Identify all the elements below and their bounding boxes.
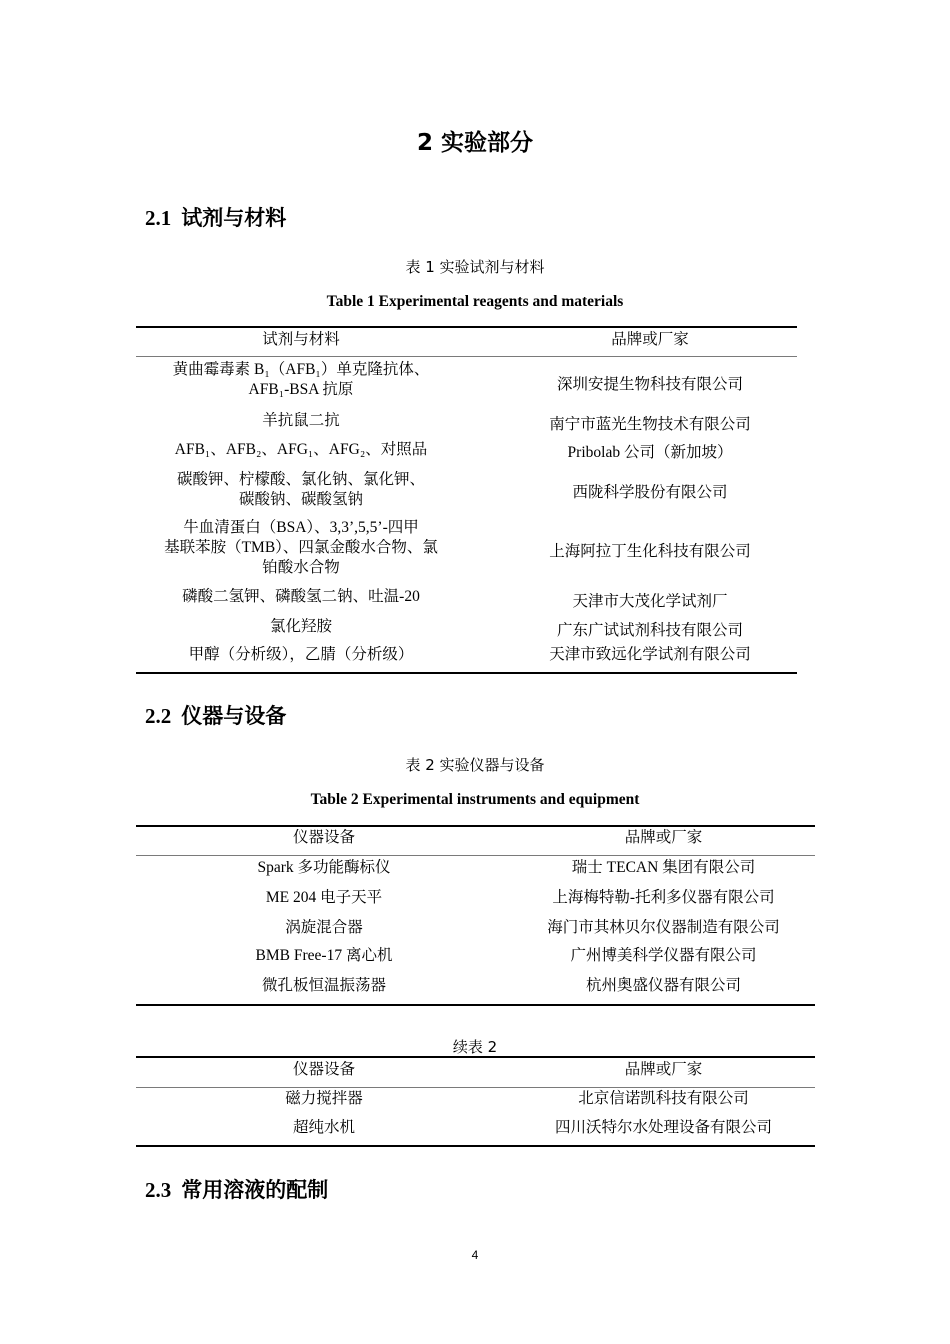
table-cell-maker: 海门市其林贝尔仪器制造有限公司 [547,919,780,936]
table-cell-maker: 四川沃特尔水处理设备有限公司 [554,1119,772,1136]
table-cell-item: 磁力搅拌器 [285,1090,363,1107]
table-cell-material: 铂酸水合物 [262,559,340,576]
section-number: 2.3 [145,1178,172,1202]
table-cell-material: 甲醇（分析级），乙腈（分析级） [188,646,414,663]
table-header-rule [136,1087,815,1088]
table-top-rule [136,825,815,827]
table-cell-maker: 上海阿拉丁生化科技有限公司 [549,543,751,560]
table1-caption-en: Table 1 Experimental reagents and materials [326,293,624,310]
table-cell-item: 涡旋混合器 [285,919,363,936]
table-cell-maker: 广州博美科学仪器有限公司 [570,947,757,964]
table-header-cell: 品牌或厂家 [611,331,689,348]
table-header-cell: 品牌或厂家 [624,829,703,846]
table-cell-item: ME 204 电子天平 [265,889,383,906]
section-title: 仪器与设备 [181,704,287,728]
table-cell-maker: 杭州奥盛仪器有限公司 [585,977,741,994]
table-bottom-rule [136,1004,815,1006]
table-bottom-rule [136,1145,815,1147]
table-cell-material: 碳酸钾、柠檬酸、氯化钠、氯化钾、 [176,471,425,488]
chapter-title: 2 实验部分 [416,130,533,156]
table-header-cell: 仪器设备 [292,829,355,846]
table-cell-item: 超纯水机 [292,1119,355,1136]
table-cell-maker: 天津市致远化学试剂有限公司 [549,646,751,663]
section-number: 2.2 [145,704,172,728]
table-header-rule [136,356,797,357]
table-cell-material: 黄曲霉毒素 B₁（AFB₁）单克隆抗体、 [172,361,430,378]
table-cell-maker: Pribolab 公司（新加坡） [567,444,733,461]
table-cell-maker: 北京信诺凯科技有限公司 [578,1090,749,1107]
table-header-cell: 试剂与材料 [262,331,340,348]
table-top-rule [136,326,797,328]
table-cell-maker: 上海梅特勒-托利多仪器有限公司 [552,889,775,906]
table-header-rule [136,855,815,856]
table-cell-maker: 瑞士 TECAN 集团有限公司 [571,859,756,876]
table-bottom-rule [136,672,797,674]
table-cell-maker: 广东广试试剂科技有限公司 [556,622,743,639]
table-cell-material: AFB₁、AFB₂、AFG₁、AFG₂、对照品 [174,441,428,458]
section-heading-2-1 [145,202,286,232]
table-row [136,470,466,510]
section-heading-2-3 [145,1174,328,1204]
page-number: 4 [471,1248,479,1262]
table2-caption-en: Table 2 Experimental instruments and equipment [310,791,640,808]
table-cell-maker: 天津市大茂化学试剂厂 [572,593,728,610]
table1-caption-cn: 表 1 实验试剂与材料 [405,258,545,276]
section-title: 常用溶液的配制 [181,1178,329,1202]
table-cell-maker: 南宁市蓝光生物技术有限公司 [549,416,751,433]
table-cell-material: 磷酸二氢钾、磷酸氢二钠、吐温-20 [182,588,420,605]
table-cell-item: Spark 多功能酶标仪 [257,859,391,876]
table-header-cell: 品牌或厂家 [624,1061,703,1078]
section-number: 2.1 [145,206,172,230]
table-cell-material: AFB₁-BSA 抗原 [248,381,354,398]
table-row [136,360,466,400]
table-cell-material: 基联苯胺（TMB）、四氯金酸水合物、氯 [164,539,438,556]
section-heading-2-2 [145,700,286,730]
table-cell-maker: 西陇科学股份有限公司 [572,484,728,501]
table2-caption-cn: 表 2 实验仪器与设备 [405,756,545,774]
section-title: 试剂与材料 [181,206,287,230]
table-top-rule [136,1056,815,1058]
table-cell-material: 碳酸钠、碳酸氢钠 [238,491,363,508]
table-cell-item: 微孔板恒温振荡器 [261,977,386,994]
table-row [136,518,466,578]
table-cell-material: 氯化羟胺 [269,618,332,635]
table-cell-item: BMB Free-17 离心机 [255,947,393,964]
table-cell-material: 牛血清蛋白（BSA）、3,3’,5,5’-四甲 [183,519,419,536]
table-header-cell: 仪器设备 [292,1061,355,1078]
table-cell-material: 羊抗鼠二抗 [262,412,340,429]
table-cell-maker: 深圳安提生物科技有限公司 [556,376,743,393]
table2-continued-caption: 续表 2 [452,1038,498,1056]
